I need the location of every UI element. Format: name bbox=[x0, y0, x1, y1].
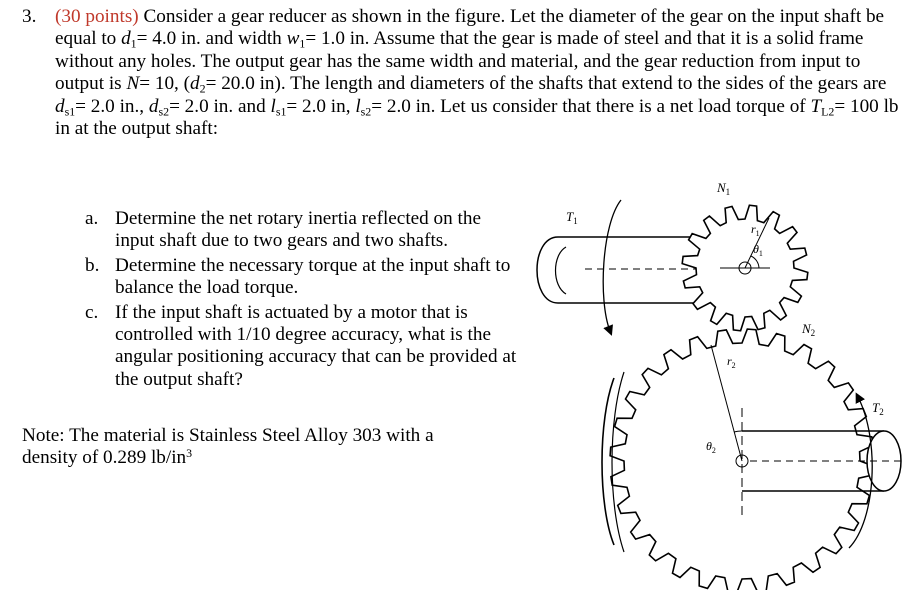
problem-statement bbox=[22, 6, 912, 140]
material-note bbox=[22, 425, 492, 470]
val-ls2: = 2.0 in. bbox=[371, 95, 436, 117]
problem-number: 3. bbox=[22, 6, 37, 27]
problem-text-mid1: and width bbox=[205, 28, 282, 50]
part-label: a. bbox=[85, 208, 99, 229]
val-ds2: = 2.0 in. and bbox=[169, 95, 266, 117]
part-a bbox=[85, 208, 525, 253]
val-w1: = 1.0 in. bbox=[305, 28, 370, 50]
note-line-2: density of 0.289 $lb/in^3$ bbox=[22, 446, 193, 469]
val-TL2: = 100 lb in at the output shaft: bbox=[55, 95, 899, 140]
part-text: Determine the net rotary inertia reflected on the input shaft due to two gears and two shafts. bbox=[115, 208, 481, 252]
var-d2: $d_2$ bbox=[190, 73, 206, 96]
label-n2: $N_2$ bbox=[802, 321, 816, 338]
part-b bbox=[85, 255, 525, 300]
label-t1: $T_1$ bbox=[566, 209, 578, 226]
points-label: (30 points) bbox=[55, 6, 139, 27]
gear-reducer-figure bbox=[528, 172, 913, 590]
problem-text-1: Consider a gear reducer as shown in the figure. Let the diameter of the gear on the input shaft be equal to bbox=[55, 6, 885, 50]
label-r1: $r_1$ bbox=[751, 222, 760, 238]
problem-text-4: Let us consider that there is a net load torque of bbox=[440, 95, 806, 117]
var-d1: $d_1$ bbox=[121, 28, 137, 51]
problem-text-2: Assume that the gear is made of steel and that it is a solid frame without any holes. The output gear has the same width and material, and the gear reduction from input to output is bbox=[55, 28, 864, 95]
val-ls1: = 2.0 in, bbox=[286, 95, 351, 117]
part-text: Determine the necessary torque at the input shaft to balance the load torque. bbox=[115, 254, 511, 299]
output-gear-n2 bbox=[602, 329, 874, 590]
label-r2: $r_2$ bbox=[727, 354, 736, 370]
label-t2: $T_2$ bbox=[872, 400, 884, 417]
input-gear-n1 bbox=[682, 205, 808, 331]
val-N: = 10, ( bbox=[139, 73, 191, 95]
part-text: If the input shaft is actuated by a motor that is controlled with 1/10 degree accuracy, what is the angular positioning accuracy that can be provided at the output shaft? bbox=[115, 301, 517, 390]
sub-questions bbox=[85, 208, 525, 393]
part-c bbox=[85, 302, 525, 392]
val-d2: = 20.0 in). bbox=[205, 73, 286, 95]
label-theta2: $\theta_2$ bbox=[706, 439, 716, 455]
part-label: b. bbox=[85, 254, 100, 276]
val-d1: = 4.0 in. bbox=[136, 28, 201, 50]
var-ls2: $l_{s2}$ bbox=[355, 95, 372, 119]
var-ls1: $l_{s1}$ bbox=[270, 95, 287, 119]
note-line-1: Note: The material is Stainless Steel Alloy 303 with a bbox=[22, 425, 434, 446]
var-TL2: $T_{L2}$ bbox=[810, 95, 835, 119]
label-theta1: $\theta_1$ bbox=[753, 242, 763, 258]
label-n1: $N_1$ bbox=[717, 180, 731, 197]
part-label: c. bbox=[85, 301, 99, 323]
problem-text-3: The length and diameters of the shafts that extend to the sides of the gears are bbox=[290, 73, 887, 95]
var-N: N bbox=[126, 73, 140, 95]
var-ds1: $d_{s1}$ bbox=[55, 95, 76, 119]
var-ds2: $d_{s2}$ bbox=[148, 95, 170, 119]
torque-arrow-t1 bbox=[603, 200, 621, 331]
problem-body bbox=[55, 6, 912, 140]
var-w1: $w_1$ bbox=[286, 28, 306, 51]
val-ds1: = 2.0 in., bbox=[75, 95, 145, 117]
